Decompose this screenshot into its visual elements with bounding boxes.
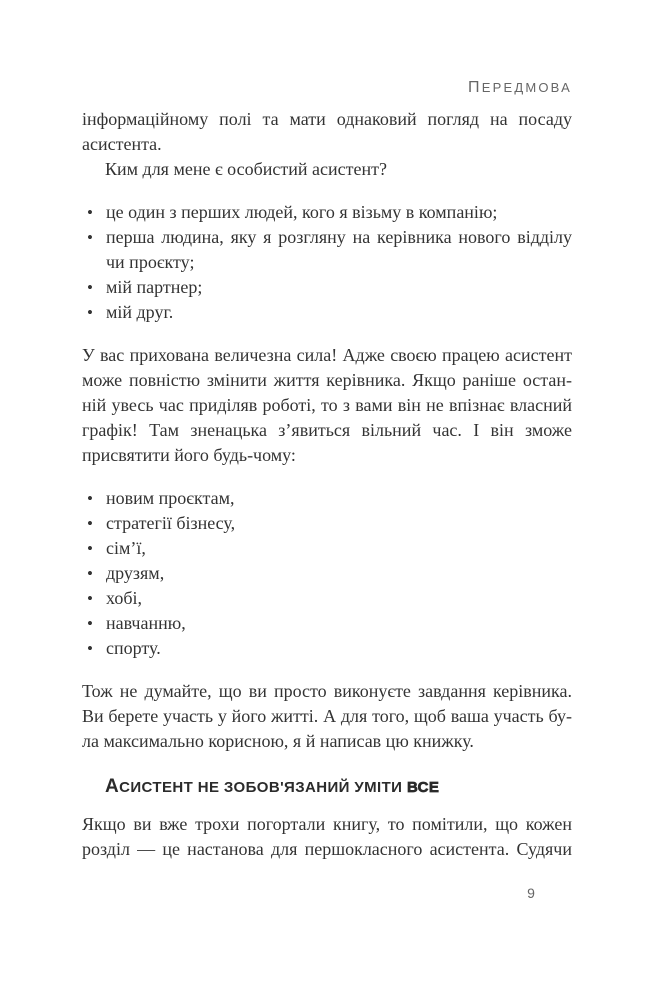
paragraph-question: Ким для мене є особистий асистент? — [105, 159, 387, 179]
section-heading-text: АСИСТЕНТ НЕ ЗОБОВ'ЯЗАНИЙ УМІТИ — [105, 776, 407, 797]
running-head: ПЕРЕДМОВА — [468, 79, 572, 96]
list-item: • сім’ї, — [82, 536, 572, 561]
list-item: • перша людина, яку я розгляну на керівника нового відділу чи проєкту; — [82, 225, 572, 275]
paragraph-intro: інформаційному полі та мати однаковий погляд на посаду асистента. — [82, 109, 572, 154]
list-item: • це один з перших людей, кого я візьму в компанію; — [82, 200, 572, 225]
bullet-list-assistant-roles — [82, 200, 572, 325]
bullet-list-free-time — [82, 486, 572, 661]
page-content — [82, 107, 572, 862]
list-item: • хобі, — [82, 586, 572, 611]
section-heading — [82, 774, 572, 800]
list-item: • друзям, — [82, 561, 572, 586]
list-item: • мій друг. — [82, 300, 572, 325]
list-item: • стратегії бізнесу, — [82, 511, 572, 536]
list-item: • новим проєктам, — [82, 486, 572, 511]
section-heading-bold-text: ВСЕ — [406, 779, 440, 796]
page-number: 9 — [527, 885, 535, 901]
list-item: • спорту. — [82, 636, 572, 661]
paragraph-hidden-power: У вас прихована величезна сила! Адже своєю працею асистент може повністю змінити життя керівника. Якщо раніше останній увесь час приділяв роботі, то з вами він не впізнає власний графік! Там зненацька з’явиться вільний час. І він зможе присвятити його будь-чому: — [82, 345, 572, 465]
list-item: • мій партнер; — [82, 275, 572, 300]
paragraph-next-section: Якщо ви вже трохи погортали книгу, то помітили, що кожен розділ — це настанова для першокласного асистента. Судячи — [82, 814, 572, 859]
list-item: • навчанню, — [82, 611, 572, 636]
paragraph-conclusion: Тож не думайте, що ви просто виконуєте завдання керівника. Ви берете участь у його житті. А для того, щоб ваша участь була максимально корисною, я й написав цю книжку. — [82, 681, 572, 751]
